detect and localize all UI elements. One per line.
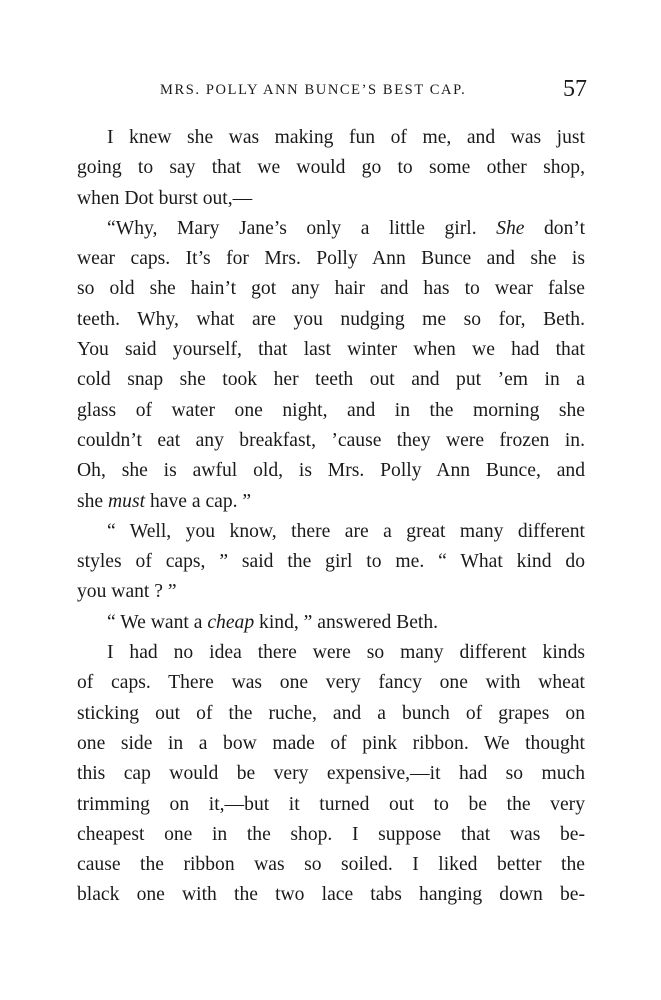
text-line xyxy=(77,547,585,577)
text-line xyxy=(77,517,585,547)
body-text xyxy=(77,123,585,911)
text-line xyxy=(77,608,585,638)
text-line xyxy=(77,305,585,335)
text-line xyxy=(77,668,585,698)
text-segment: this cap would be very expensive,—it had so much xyxy=(77,763,585,785)
text-line xyxy=(77,426,585,456)
text-segment: so old she hain’t got any hair and has to wear false xyxy=(77,278,585,300)
text-line xyxy=(77,759,585,789)
text-line xyxy=(77,396,585,426)
emphasized-text: She xyxy=(496,217,525,239)
text-segment: trimming on it,—but it turned out to be the very xyxy=(77,793,585,815)
text-line xyxy=(77,638,585,668)
text-segment: cold snap she took her teeth out and put ’em in a xyxy=(77,369,585,391)
text-segment: have a cap. ” xyxy=(145,490,252,512)
text-segment: teeth. Why, what are you nudging me so for, Beth. xyxy=(77,308,585,330)
text-line xyxy=(77,790,585,820)
text-line xyxy=(77,184,585,214)
text-line xyxy=(77,729,585,759)
text-line xyxy=(77,487,585,517)
text-segment: going to say that we would go to some other shop, xyxy=(77,157,585,179)
text-segment: one side in a bow made of pink ribbon. We thought xyxy=(77,732,585,754)
text-segment: sticking out of the ruche, and a bunch of grapes on xyxy=(77,702,585,724)
text-segment: you want ? ” xyxy=(77,581,177,603)
text-segment: I had no idea there were so many different kinds xyxy=(107,642,585,664)
text-segment: black one with the two lace tabs hanging down be- xyxy=(77,884,585,906)
text-line xyxy=(77,274,585,304)
text-segment: styles of caps, ” said the girl to me. “ What kind do xyxy=(77,551,585,573)
text-segment: wear caps. It’s for Mrs. Polly Ann Bunce and she is xyxy=(77,248,585,270)
running-title: MRS. POLLY ANN BUNCE’S BEST CAP. xyxy=(160,82,467,98)
text-segment: I knew she was making fun of me, and was just xyxy=(107,127,585,148)
text-line xyxy=(77,456,585,486)
text-segment: You said yourself, that last winter when we had that xyxy=(77,339,585,361)
text-segment: don’t xyxy=(524,217,586,239)
emphasized-text: cheap xyxy=(207,611,255,633)
text-segment: cause the ribbon was so soiled. I liked better the xyxy=(77,854,585,876)
text-segment: when Dot burst out,— xyxy=(77,187,253,209)
text-line xyxy=(77,244,585,274)
text-segment: kind, ” answered Beth. xyxy=(254,611,439,633)
text-line xyxy=(77,577,585,607)
text-line xyxy=(77,123,585,153)
emphasized-text: must xyxy=(108,490,146,512)
text-segment: “Why, Mary Jane’s only a little girl. xyxy=(107,217,497,239)
text-line xyxy=(77,214,585,244)
text-segment: couldn’t eat any breakfast, ’cause they were frozen in. xyxy=(77,429,585,451)
text-line xyxy=(77,880,585,910)
text-segment: she xyxy=(77,490,109,512)
text-line xyxy=(77,335,585,365)
text-segment: Oh, she is awful old, is Mrs. Polly Ann Bunce, and xyxy=(77,460,585,482)
text-segment: of caps. There was one very fancy one with wheat xyxy=(77,672,585,694)
text-segment: “ Well, you know, there are a great many different xyxy=(107,520,585,542)
text-line xyxy=(77,153,585,183)
text-line xyxy=(77,699,585,729)
text-line xyxy=(77,820,585,850)
text-segment: cheapest one in the shop. I suppose that was be- xyxy=(77,823,585,845)
text-line xyxy=(77,365,585,395)
text-segment: “ We want a xyxy=(107,611,208,633)
text-segment: glass of water one night, and in the morning she xyxy=(77,399,585,421)
text-line xyxy=(77,850,585,880)
running-head xyxy=(0,72,661,112)
page-number: 57 xyxy=(563,76,587,102)
